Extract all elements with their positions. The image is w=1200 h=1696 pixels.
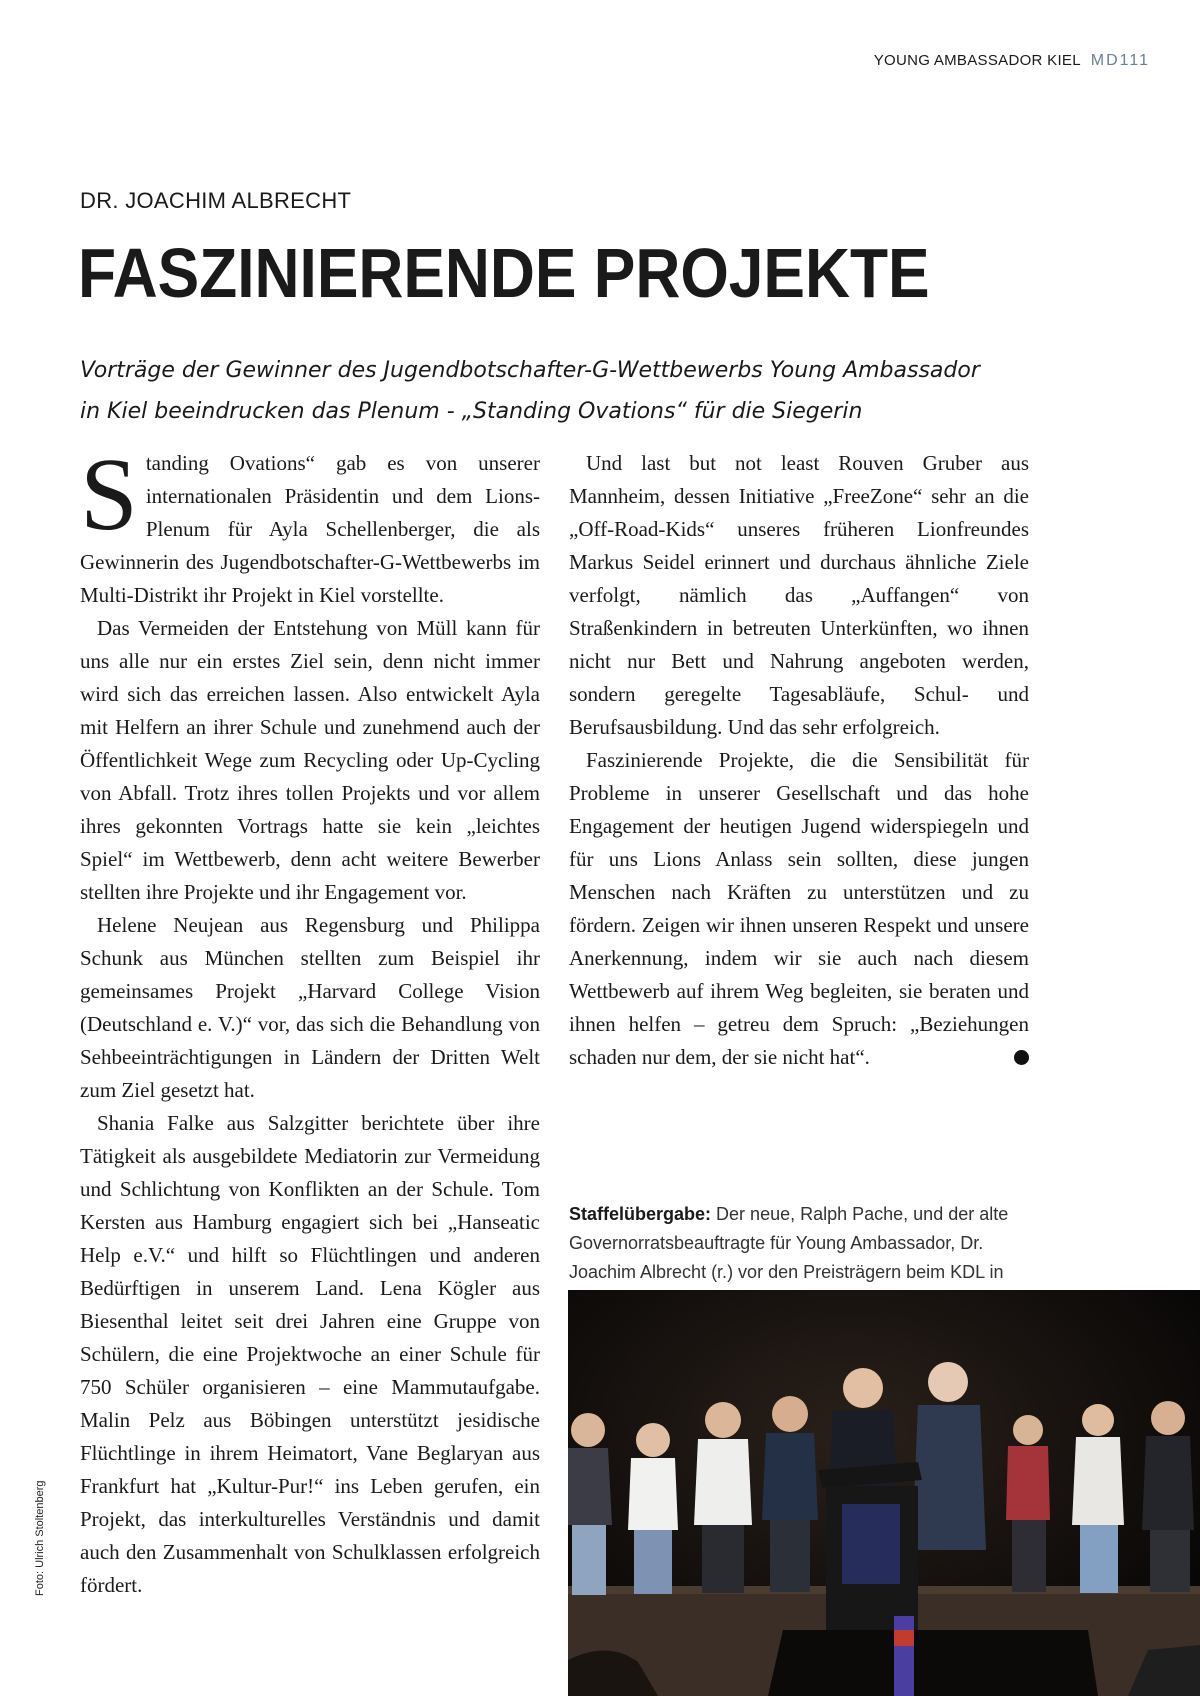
running-head: [874, 52, 1150, 70]
photo-credit: Foto: Ulrich Stoltenberg: [34, 1480, 46, 1596]
deck-line: in Kiel beeindrucken das Plenum - „Standing Ovations“ für die Siegerin: [80, 399, 863, 424]
body-paragraph: Das Vermeiden der Entstehung von Müll kann für uns alle nur ein erstes Ziel sein, denn nicht immer wird sich das erreichen lassen. Also entwickelt Ayla mit Helfern an ihrer Schule und zunehmend auch der Öffentlichkeit Wege zum Recycling oder Up-Cycling von Abfall. Trotz ihres tollen Projekts und vor allem ihres gekonnten Vortrags hatte sie kein „leichtes Spiel“ im Wettbewerb, denn acht weitere Bewerber stellten ihre Projekte und ihr Engagement vor.: [80, 616, 540, 904]
page-number: MD111: [1090, 52, 1150, 69]
body-column-right: [569, 447, 1038, 1074]
body-paragraph: [80, 437, 540, 612]
paragraph-text: Faszinierende Projekte, die die Sensibilität für Probleme in unserer Gesellschaft und das hohe Engagement der heutigen Jugend widerspiegeln und für uns Lions Anlass sein sollten, diese jungen Menschen nach Kräften zu unterstützen und zu fördern. Zeigen wir ihnen unseren Respekt und unsere Anerkennung, indem wir sie auch nach diesem Wettbewerb auf ihrem Weg begleiten, sie beraten und ihnen helfen – getreu dem Spruch: „Beziehungen schaden nur dem, der sie nicht hat“.: [569, 748, 1029, 1069]
stage-photo: [568, 1290, 1200, 1696]
body-paragraph: Und last but not least Rouven Gruber aus Mannheim, dessen Initiative „FreeZone“ sehr an die „Off-Road-Kids“ unseres früheren Lionfreundes Markus Seidel erinnert und durchaus ähnliche Ziele verfolgt, nämlich das „Auffangen“ von Straßenkindern in betreuten Unterkünften, wo ihnen nicht nur Bett und Nahrung angeboten werden, sondern geregelte Tagesabläufe, Schul- und Berufsausbildung. Und das sehr erfolgreich.: [569, 451, 1029, 739]
caption-lead: Staffelübergabe:: [569, 1204, 712, 1224]
body-column-left: [80, 437, 540, 1602]
paragraph-text: tanding Ovations“ gab es von unserer internationalen Präsidentin und dem Lions-Plenum für Ayla Schellenberger, die als Gewinnerin des Jugendbotschafter-G-Wettbewerbs im Multi-Distrikt ihr Projekt in Kiel vorstellte.: [80, 451, 540, 607]
section-label: YOUNG AMBASSADOR KIEL: [873, 52, 1081, 69]
article-title: FASZINIERENDE PROJEKTE: [78, 234, 930, 312]
lions-end-mark-icon: L: [1014, 1050, 1029, 1065]
drop-cap: S: [80, 437, 138, 552]
author-byline: DR. JOACHIM ALBRECHT: [80, 188, 352, 213]
body-paragraph: Helene Neujean aus Regensburg und Philippa Schunk aus München stellten zum Beispiel ihr gemeinsames Projekt „Harvard College Vision (Deutschland e. V.)“ vor, das sich die Behandlung von Sehbeeinträchtigungen in Ländern der Dritten Welt zum Ziel gesetzt hat.: [80, 913, 540, 1102]
deck-line: Vorträge der Gewinner des Jugendbotschafter-G-Wettbewerbs Young Ambassador: [80, 358, 980, 383]
body-paragraph: Shania Falke aus Salzgitter berichtete über ihre Tätigkeit als ausgebildete Mediatorin zur Vermeidung und Schlichtung von Konflikten an der Schule. Tom Kersten aus Hamburg engagiert sich bei „Hanseatic Help e.V.“ und hilft so Flüchtlingen und anderen Bedürftigen in unserem Land. Lena Kögler aus Biesenthal leitet seit drei Jahren eine Gruppe von Schülern, die eine Projektwoche an einer Schule für 750 Schüler organisieren – eine Mammutaufgabe. Malin Pelz aus Böbingen unterstützt jesidische Flüchtlinge in ihrem Heimatort, Vane Beglaryan aus Frankfurt hat „Kultur-Pur!“ ins Leben gerufen, ein Projekt, das interkulturelles Verständnis und damit auch den Zusammenhalt von Schulklassen erfolgreich fördert.: [80, 1111, 540, 1597]
article-deck: [80, 350, 1040, 432]
body-paragraph: [569, 744, 1038, 1074]
caption-text: Der neue, Ralph Pache, und der alte Governorratsbeauftragte für Young Ambassador, Dr. Joachim Albrecht (r.) vor den Preisträgern beim KDL in: [569, 1204, 1009, 1282]
